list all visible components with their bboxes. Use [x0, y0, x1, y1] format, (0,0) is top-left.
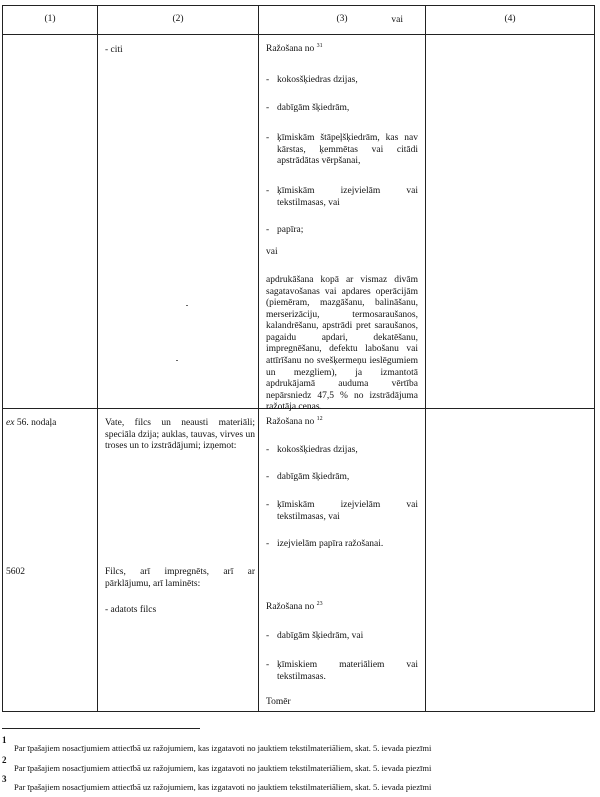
list-item: - ķīmiskām štāpeļšķiedrām, kas nav kārstas, ķemmētas vai citādi apstrādātas vērpšanai,	[266, 133, 418, 167]
footnote-ref: 31	[316, 43, 323, 49]
row2-rule-title: Ražošana no $^{12}$	[266, 416, 323, 427]
list-item: - ķīmiskiem materiāliem vai tekstilmasas.	[266, 660, 418, 682]
row1-col4	[426, 35, 595, 409]
list-item: - dabīgām šķiedrām,	[266, 472, 350, 482]
list-item: - izejvielām papīra ražošanai.	[266, 539, 384, 549]
row3-code: 5602	[6, 567, 25, 577]
row1-paragraph: apdrukāšana kopā ar vismaz divām sagatavošanas vai apdares operācijām (piemēram, mazgāšanu, balināšanu, merserizāciju, termosaraušanos, kalandrēšanu, apstrādi pret saraušanos, pagaidu apdari, dekatēšanu, impregnēšanu, defektu labošanu vai attīrīšanu no svešķermeņu ieslēgumiem un mezgliem), ja izmantotā apdrukājamā auduma vērtība nepārsniedz 47,5 % no izstrādājuma ražotāja cenas.	[266, 275, 418, 413]
row3-sub: - adatots filcs	[105, 605, 157, 615]
header-col-2: (2)	[98, 6, 259, 35]
list-item: - kokosšķiedras dzijas,	[266, 445, 358, 455]
header-vai: vai	[391, 15, 403, 25]
row2-code: ex 56. nodaļa	[6, 418, 57, 428]
row2-col4	[426, 409, 595, 712]
list-item: - ķīmiskām izejvielām vai tekstilmasas, vai	[266, 500, 418, 522]
row1-vai: vai	[266, 247, 278, 257]
row3-desc: Filcs, arī impregnēts, arī ar pārklājumu, arī laminēts:	[105, 567, 255, 589]
footnote-ref: 12	[316, 416, 323, 422]
row2-col3	[259, 409, 426, 712]
row3-tomer: Tomēr	[266, 697, 291, 707]
row2-col1	[3, 409, 98, 712]
row1-col3	[259, 35, 426, 413]
table-row	[3, 409, 595, 712]
list-item: - papīra;	[266, 225, 304, 235]
table-row	[3, 35, 595, 409]
row2-desc: Vate, filcs un neausti materiāli; speciāla dzija; auklas, tauvas, virves un troses un to izstrādājumi; izņemot:	[105, 418, 255, 452]
row1-col1	[3, 35, 98, 409]
header-row	[3, 6, 595, 35]
list-item: - dabīgām šķiedrām,	[266, 103, 350, 113]
scan-speck	[186, 305, 188, 306]
footnote-ref: 23	[316, 601, 323, 607]
row1-desc: - citi	[105, 45, 123, 55]
document-page: (1) (2) (3) vai (4) - citi Ražošana no $^{31}$ - kokosšķiedras dzijas, - dabīgām šķiedrām, - ķīmiskām štāpeļšķiedrām, kas nav kārstas, ķemmētas vai citādi apstrādātas vērpšanai, - ķīmiskām izejvielām vai tekstilmasas, vai - papīra; vai apdrukāšana kopā ar vismaz divām sagatavošanas vai apdares operācijām (piemēram, mazgāšanu, balināšanu, merserizāciju, termosaraušanos, kalandrēšanu, apstrādi pret saraušanos, pagaidu apdari, dekatēšanu, impregnēšanu, defektu labošanu vai attīrīšanu no svešķermeņu ieslēgumiem un mezgliem), ja izmantotā apdrukājamā auduma vērtība nepārsniedz 47,5 % no izstrādājuma ražotāja cenas. ex 56. nodaļa 5602 Vate, filcs un neausti materiāli; speciāla dzija; auklas, tauvas, virves un troses un to izstrādājumi; izņemot: Filcs, arī impregnēts, arī ar pārklājumu, arī laminēts: - adatots filcs Ražošana no $^{12}$ - kokosšķiedras dzijas, - dabīgām šķiedrām, - ķīmiskām izejvielām vai tekstilmasas, vai - izejvielām papīra ražošanai. Ražošana no $^{23}$ - dabīgām šķiedrām, vai - ķīmiskiem materiāliem vai tekstilmasas. Tomēr 1 Par īpašajiem nosacījumiem attiecībā uz ražojumiem, kas izgatavoti no jauktiem tekstilmateriāliem, skat. 5. ievada piezīmi 2 Par īpašajiem nosacījumiem attiecībā uz ražojumiem, kas izgatavoti no jauktiem tekstilmateriāliem, skat. 5. ievada piezīmi 3 Par īpašajiem nosacījumiem attiecībā uz ražojumiem, kas izgatavoti no jauktiem tekstilmateriāliem, skat. 5. ievada piezīmi	[0, 0, 600, 797]
list-item: - dabīgām šķiedrām, vai	[266, 631, 364, 641]
header-col-1: (1)	[3, 6, 98, 35]
list-item: - kokosšķiedras dzijas,	[266, 75, 358, 85]
row1-col2	[98, 35, 259, 409]
row2-col2	[98, 409, 259, 712]
footnote-separator	[2, 728, 200, 729]
header-col-3: (3) vai	[259, 6, 426, 35]
rules-table	[2, 5, 595, 712]
header-col-4: (4)	[426, 6, 595, 35]
list-item: - ķīmiskām izejvielām vai tekstilmasas, vai	[266, 186, 418, 208]
row3-rule-title: Ražošana no $^{23}$	[266, 601, 323, 612]
row1-rule-title: Ražošana no $^{31}$	[266, 43, 323, 54]
scan-speck	[176, 360, 178, 361]
